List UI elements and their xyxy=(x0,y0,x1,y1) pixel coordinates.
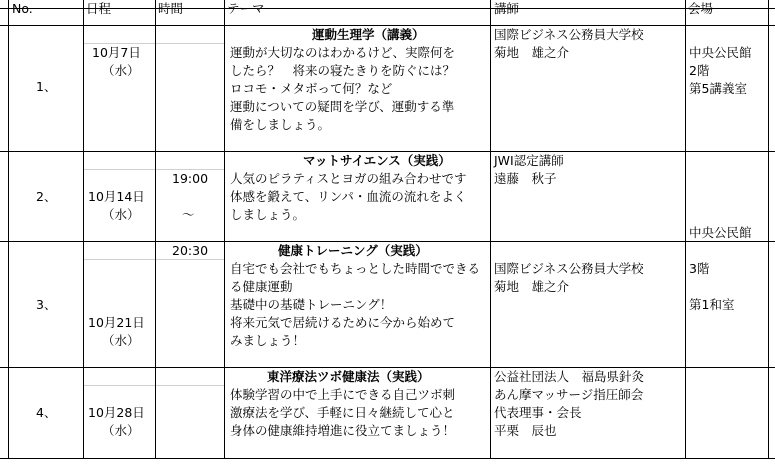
lecturer-line: JWI認定講師 xyxy=(494,153,564,168)
session-desc-line: ロコモ・メタボって何？など xyxy=(230,81,393,96)
row-number: 4、 xyxy=(36,405,57,420)
venue-line: 第1和室 xyxy=(689,297,735,312)
col-border xyxy=(83,0,84,459)
session-title: 健康トレーニング（実践） xyxy=(278,243,428,258)
lecturer-line: 平栗 辰也 xyxy=(494,423,557,438)
session-desc-line: 体験学習の中で上手にできる自己ツボ刺 xyxy=(230,387,456,402)
col-border xyxy=(8,0,9,459)
row-weekday: （水） xyxy=(102,423,140,438)
row-number: 1、 xyxy=(36,79,57,94)
session-desc-line: 将来元気で居続けるために今から始めて xyxy=(230,315,456,330)
row-date: 10月28日 xyxy=(88,405,145,420)
session-title: マットサイエンス（実践） xyxy=(303,153,451,168)
session-desc-line: しましょう。 xyxy=(230,207,306,222)
grid-line xyxy=(83,385,224,386)
venue-line: 2階 xyxy=(689,63,710,78)
header-venue: 会場 xyxy=(688,1,714,16)
col-border xyxy=(685,0,686,459)
lecturer-line: 公益社団法人 福島県針灸 xyxy=(494,369,645,384)
row-date: 10月14日 xyxy=(88,189,145,204)
session-desc-line: 運動が大切なのはわかるけど、実際何を xyxy=(230,45,456,60)
col-border xyxy=(155,0,156,459)
session-desc-line: 基礎中の基礎トレーニング！ xyxy=(230,297,393,312)
lecturer-line: 国際ビジネス公務員大学校 xyxy=(494,261,644,276)
row-date: 10月7日 xyxy=(92,45,141,60)
time-end: 20:30 xyxy=(172,243,209,258)
lecturer-line: 代表理事・会長 xyxy=(494,405,582,420)
session-desc-line: 自宅でも会社でもちょっとした時間でできる xyxy=(230,261,481,276)
venue-line: 中央公民館 xyxy=(689,45,752,60)
time-separator: ～ xyxy=(182,207,195,222)
lecturer-line: 遠藤 秋子 xyxy=(494,171,557,186)
col-border xyxy=(490,0,491,459)
header-date: 日程 xyxy=(86,1,112,16)
session-desc-line: したら？ 将来の寝たきりを防ぐには？ xyxy=(230,63,456,78)
venue-line: 3階 xyxy=(689,261,710,276)
row-weekday: （水） xyxy=(102,333,140,348)
header-theme: テーマ xyxy=(227,1,265,16)
bottom-border xyxy=(0,458,775,459)
row-number: 3、 xyxy=(36,297,57,312)
header-time: 時間 xyxy=(158,1,184,16)
session-desc-line: 備をしましょう。 xyxy=(230,117,331,132)
lecturer-line: 国際ビジネス公務員大学校 xyxy=(494,27,644,42)
venue-line: 第5講義室 xyxy=(689,81,747,96)
session-desc-line: 人気のピラティスとヨガの組み合わせです xyxy=(230,171,467,186)
session-title: 東洋療法ツボ健康法（実践） xyxy=(267,369,430,384)
time-start: 19:00 xyxy=(172,171,209,186)
col-border xyxy=(224,0,225,459)
session-desc-line: 運動についての疑問を学び、運動する準 xyxy=(230,99,455,114)
session-desc-line: る健康運動 xyxy=(230,279,293,294)
row-date: 10月21日 xyxy=(88,315,145,330)
lecturer-line: 菊地 雄之介 xyxy=(494,279,570,294)
col-border xyxy=(768,0,769,459)
row-number: 2、 xyxy=(36,189,57,204)
session-title: 運動生理学（講義） xyxy=(312,27,425,42)
lecturer-line: あん摩マッサージ指圧師会 xyxy=(494,387,644,402)
session-desc-line: 激療法を学び、手軽に日々継続して心と xyxy=(230,405,455,420)
header-lecturer: 講師 xyxy=(494,1,520,16)
venue-line: 中央公民館 xyxy=(689,225,752,240)
row-weekday: （水） xyxy=(102,63,140,78)
header-no: No. xyxy=(12,1,33,16)
session-desc-line: みましょう！ xyxy=(230,333,306,348)
session-desc-line: 体感を鍛えて、リンパ・血流の流れをよく xyxy=(230,189,467,204)
lecturer-line: 菊地 雄之介 xyxy=(494,45,570,60)
top-border xyxy=(0,8,775,9)
row-weekday: （水） xyxy=(102,207,140,222)
session-desc-line: 身体の健康維持増進に役立てましょう！ xyxy=(230,423,456,438)
